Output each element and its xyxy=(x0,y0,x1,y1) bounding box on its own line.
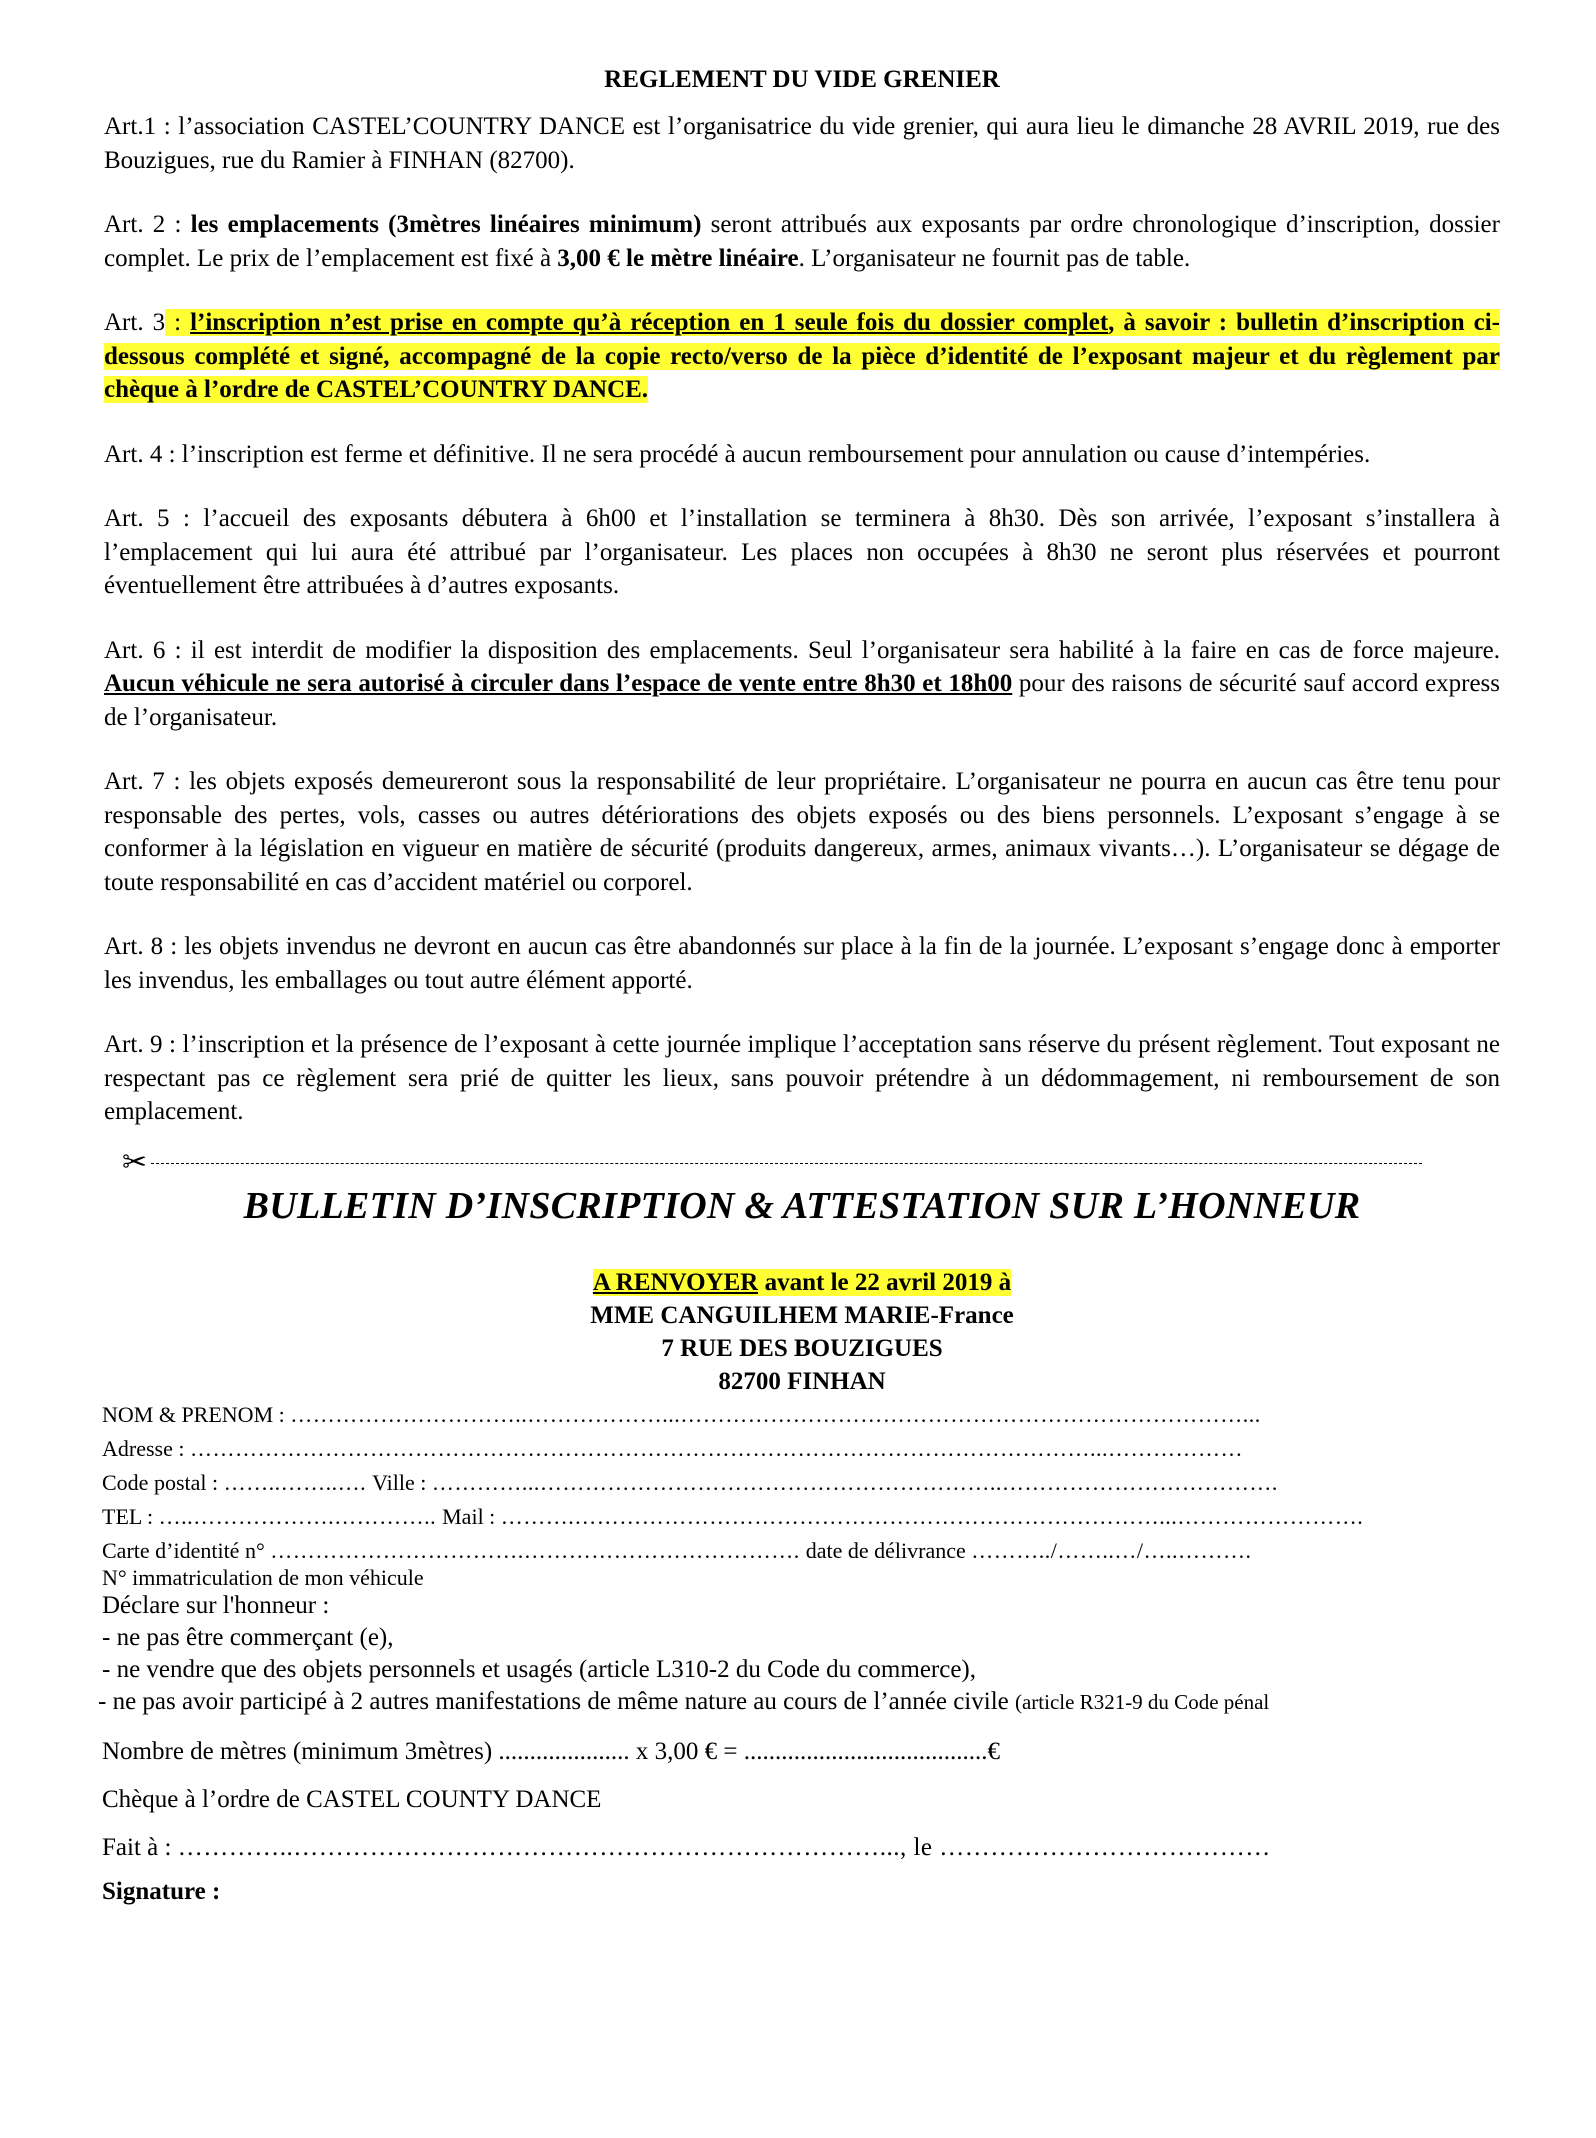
article-3-colon: : xyxy=(165,309,191,336)
tel-field[interactable]: …..……………….………….. xyxy=(158,1503,443,1529)
recipient-city: 82700 FINHAN xyxy=(718,1367,886,1395)
article-4-text: l’inscription est ferme et définitive. Il ne sera procédé à aucun remboursement pour annulation ou cause d’intempéries. xyxy=(181,440,1371,468)
declaration-item-3-text: - ne pas avoir participé à 2 autres manifestations de même nature au cours de l’année civile xyxy=(98,1687,1015,1715)
signature-label: Signature : xyxy=(102,1877,221,1905)
article-2 xyxy=(104,208,1500,275)
article-9-prefix: Art. 9 : xyxy=(104,1031,183,1058)
article-9-text: l’inscription et la présence de l’exposant à cette journée implique l’acceptation sans réserve du présent règlement. Tout exposant ne respectant pas ce règlement sera prié de quitter les lieux, sans pouvoir prétendre à un dédommagement, ni remboursement de son emplacement. xyxy=(104,1031,1500,1125)
recipient-street: 7 RUE DES BOUZIGUES xyxy=(661,1334,943,1362)
adresse-field[interactable]: …………………………………………………………………………………………………………...……………… xyxy=(189,1435,1243,1461)
article-2-bold-price: 3,00 € le mètre linéaire xyxy=(557,244,799,272)
tel-label: TEL : xyxy=(102,1503,159,1529)
date-delivrance-field[interactable]: ………../……..…/…..………. xyxy=(971,1537,1252,1563)
mail-field[interactable]: ……….……………………………………………………………………...……………………. xyxy=(500,1503,1364,1529)
article-4-prefix: Art. 4 : xyxy=(104,440,182,468)
article-2-text-1: seront attribués aux exposants par ordre chronologique d’inscription, dossier complet. Le prix de l’emplacement est fixé à xyxy=(104,211,1500,272)
send-rest: avant le 22 avril 2019 à xyxy=(758,1268,1012,1296)
immatriculation-label: N° immatriculation de mon véhicule xyxy=(102,1564,424,1590)
return-address-block xyxy=(104,1266,1500,1398)
nom-prenom-label: NOM & PRENOM : xyxy=(102,1401,291,1427)
article-2-prefix: Art. 2 : xyxy=(104,211,191,238)
article-5 xyxy=(104,502,1500,603)
article-1 xyxy=(104,110,1500,177)
article-1-text: l’association CASTEL’COUNTRY DANCE est l’organisatrice du vide grenier, qui aura lieu le dimanche 28 AVRIL 2019, rue des Bouzigues, rue du Ramier à FINHAN (82700). xyxy=(104,113,1500,174)
carte-identite-field[interactable]: …………………………….………………………………. xyxy=(270,1537,806,1563)
article-8-prefix: Art. 8 : xyxy=(104,933,185,960)
article-6-prefix: Art. 6 : xyxy=(104,636,191,664)
nom-prenom-field[interactable]: …………………………..………………...…………………………………………………………………... xyxy=(290,1401,1261,1427)
article-6-text-1: il est interdit de modifier la disposition des emplacements. Seul l’organisateur sera habilité à la faire en cas de force majeure. xyxy=(190,636,1500,664)
declaration-item-2: - ne vendre que des objets personnels et usagés (article L310-2 du Code du commerce), xyxy=(102,1655,977,1683)
adresse-row xyxy=(102,1434,1500,1464)
cut-line xyxy=(122,1144,1422,1180)
article-2-bold-emplacements: les emplacements (3mètres linéaires minimum) xyxy=(190,211,702,238)
nombre-metres-row[interactable]: Nombre de mètres (minimum 3mètres) ..................... x 3,00 € = .......................................€ xyxy=(102,1737,1001,1765)
declaration-heading: Déclare sur l'honneur : xyxy=(102,1591,330,1619)
article-4 xyxy=(104,438,1500,472)
bulletin-title: BULLETIN D’INSCRIPTION & ATTESTATION SUR L’HONNEUR xyxy=(243,1184,1361,1227)
article-5-prefix: Art. 5 : xyxy=(104,505,204,532)
code-postal-label: Code postal : xyxy=(102,1469,224,1495)
document-title: REGLEMENT DU VIDE GRENIER xyxy=(604,66,1000,93)
nom-prenom-row xyxy=(102,1400,1500,1430)
send-underlined: A RENVOYER xyxy=(592,1268,759,1296)
tel-mail-row xyxy=(102,1502,1500,1532)
dashed-divider xyxy=(151,1163,1422,1164)
article-8 xyxy=(104,930,1500,997)
article-1-prefix: Art.1 : xyxy=(104,113,179,140)
recipient-name: MME CANGUILHEM MARIE-France xyxy=(590,1301,1014,1329)
article-3-rest: , à savoir : bulletin d’inscription ci-dessous complété et signé, accompagné de la copie recto/verso de la pièce d’identité de l’exposant majeur et du règlement par chèque à l’ordre de CASTEL’COUNTRY DANCE. xyxy=(104,309,1500,403)
code-postal-ville-row xyxy=(102,1468,1500,1498)
declaration-item-3-article: (article R321-9 du Code pénal xyxy=(1014,1689,1270,1714)
article-9 xyxy=(104,1028,1500,1129)
article-7-prefix: Art. 7 : xyxy=(104,768,190,795)
cheque-order-text: Chèque à l’ordre de CASTEL COUNTY DANCE xyxy=(102,1785,602,1813)
ville-field[interactable]: …………...……………………………………………………..………………………………. xyxy=(431,1469,1278,1495)
article-5-text: l’accueil des exposants débutera à 6h00 et l’installation se terminera à 8h30. Dès son arrivée, l’exposant s’installera à l’emplacement qui lui aura été attribué par l’organisateur. Les places non occupées à 8h30 ne seront plus réservées et pourront éventuellement être attribuées à d’autres exposants. xyxy=(104,505,1500,599)
document-page xyxy=(98,66,1500,1906)
article-6 xyxy=(104,634,1500,735)
scissors-icon: ✂ xyxy=(122,1144,148,1180)
article-6-bold-vehicle: Aucun véhicule ne sera autorisé à circuler dans l’espace de vente entre 8h30 et 18h00 xyxy=(104,670,1013,697)
article-3 xyxy=(104,306,1500,407)
code-postal-field[interactable]: ……..……..…. xyxy=(223,1469,373,1495)
ville-label: Ville : xyxy=(372,1469,432,1495)
declaration-item-1: - ne pas être commerçant (e), xyxy=(102,1623,394,1651)
article-3-underlined: l’inscription n’est prise en compte qu’à réception en 1 seule fois du dossier complet xyxy=(190,309,1109,336)
article-7-text: les objets exposés demeureront sous la responsabilité de leur propriétaire. L’organisateur ne pourra en aucun cas être tenu pour responsable des pertes, vols, casses ou autres détériorations des objets exposés ou des biens personnels. L’exposant s’engage à se conformer à la législation en vigueur en matière de sécurité (produits dangereux, armes, animaux vivants…). L’organisateur se dégage de toute responsabilité en cas d’accident matériel ou corporel. xyxy=(104,768,1500,896)
mail-label: Mail : xyxy=(442,1503,501,1529)
article-8-text: les objets invendus ne devront en aucun cas être abandonnés sur place à la fin de la journée. L’exposant s’engage donc à emporter les invendus, les emballages ou tout autre élément apporté. xyxy=(104,933,1500,994)
carte-identite-label: Carte d’identité n° xyxy=(102,1537,271,1563)
date-delivrance-label: date de délivrance xyxy=(805,1537,972,1563)
fait-a-row xyxy=(102,1832,1500,1864)
article-3-prefix: Art. 3 xyxy=(104,309,166,336)
fait-a-field[interactable]: …………..……………………………………………………………..., le ………………………………… xyxy=(177,1833,1271,1861)
article-7 xyxy=(104,765,1500,899)
fait-a-label: Fait à : xyxy=(102,1833,178,1861)
send-before-line xyxy=(104,1266,1500,1299)
carte-identite-row xyxy=(102,1536,1500,1566)
registration-form xyxy=(98,1400,1500,1906)
article-6-text-2: pour des raisons de sécurité sauf accord express de l’organisateur. xyxy=(104,670,1500,731)
adresse-label: Adresse : xyxy=(102,1435,190,1461)
article-2-text-2: . L’organisateur ne fournit pas de table. xyxy=(798,244,1191,272)
declaration-item-3 xyxy=(98,1686,1500,1718)
